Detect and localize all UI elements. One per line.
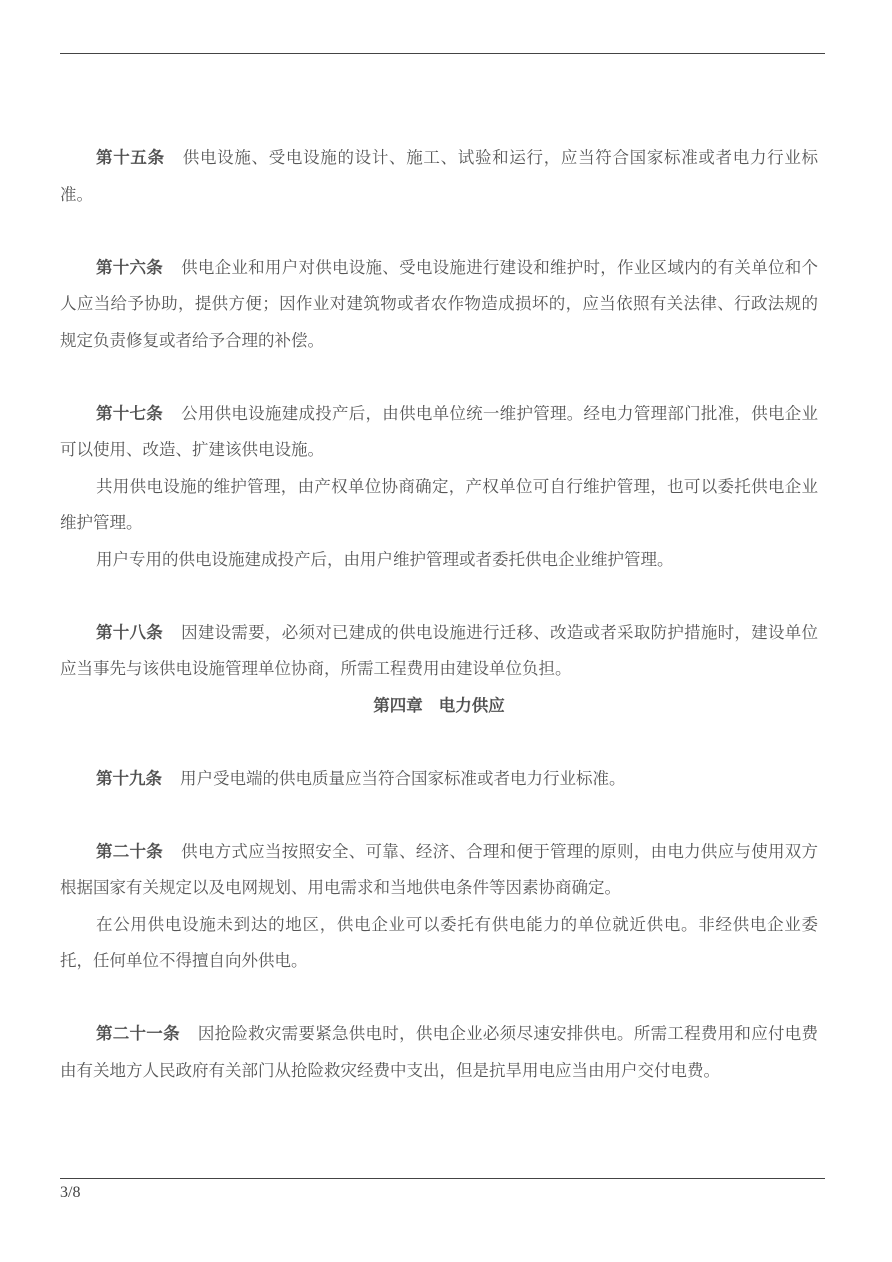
header-rule — [60, 53, 825, 54]
article-21 — [60, 1016, 818, 1089]
article-20 — [60, 834, 818, 907]
chapter-title: 电力供应 — [438, 695, 505, 715]
article-label: 第十九条 — [96, 768, 162, 788]
article-text: 公用供电设施建成投产后，由供电单位统一维护管理。经电力管理部门批准，供电企业可以使用、改造、扩建该供电设施。 — [60, 403, 819, 459]
article-label: 第十五条 — [96, 148, 165, 167]
article-19 — [60, 761, 818, 798]
article-text: 供电方式应当按照安全、可靠、经济、合理和便于管理的原则，由电力供应与使用双方根据国家有关规定以及电网规划、用电需求和当地供电条件等因素协商确定。 — [60, 841, 819, 897]
article-label: 第二十一条 — [96, 1024, 180, 1043]
article-16 — [60, 250, 818, 360]
footer-rule — [60, 1178, 825, 1179]
article-text: 因抢险救灾需要紧急供电时，供电企业必须尽速安排供电。所需工程费用和应付电费由有关地方人民政府有关部门从抢险救灾经费中支出，但是抗旱用电应当由用户交付电费。 — [60, 1024, 819, 1080]
article-17 — [60, 396, 818, 469]
chapter-number: 第四章 — [373, 695, 423, 715]
article-text: 因建设需要，必须对已建成的供电设施进行迁移、改造或者采取防护措施时，建设单位应当事先与该供电设施管理单位协商，所需工程费用由建设单位负担。 — [60, 622, 819, 678]
article-label: 第十八条 — [96, 622, 164, 642]
article-17-paragraph-2: 共用供电设施的维护管理，由产权单位协商确定，产权单位可自行维护管理，也可以委托供电企业维护管理。 — [60, 476, 818, 532]
article-text: 供电企业和用户对供电设施、受电设施进行建设和维护时，作业区域内的有关单位和个人应当给予协助，提供方便；因作业对建筑物或者农作物造成损坏的，应当依照有关法律、行政法规的规定负责修复或者给予合理的补偿。 — [60, 257, 819, 350]
article-20-paragraph-2: 在公用供电设施未到达的地区，供电企业可以委托有供电能力的单位就近供电。非经供电企业委托，任何单位不得擅自向外供电。 — [60, 914, 818, 970]
document-body — [60, 140, 818, 1089]
article-15 — [60, 140, 818, 213]
article-label: 第十六条 — [96, 257, 164, 277]
article-18 — [60, 615, 818, 688]
article-label: 第十七条 — [96, 403, 164, 423]
article-17-paragraph-3: 用户专用的供电设施建成投产后，由用户维护管理或者委托供电企业维护管理。 — [96, 549, 674, 569]
article-text: 供电设施、受电设施的设计、施工、试验和运行，应当符合国家标准或者电力行业标准。 — [60, 148, 818, 204]
article-text: 用户受电端的供电质量应当符合国家标准或者电力行业标准。 — [180, 768, 626, 788]
article-label: 第二十条 — [96, 841, 164, 861]
page-number: 3/8 — [60, 1184, 81, 1201]
chapter-heading — [60, 688, 818, 725]
